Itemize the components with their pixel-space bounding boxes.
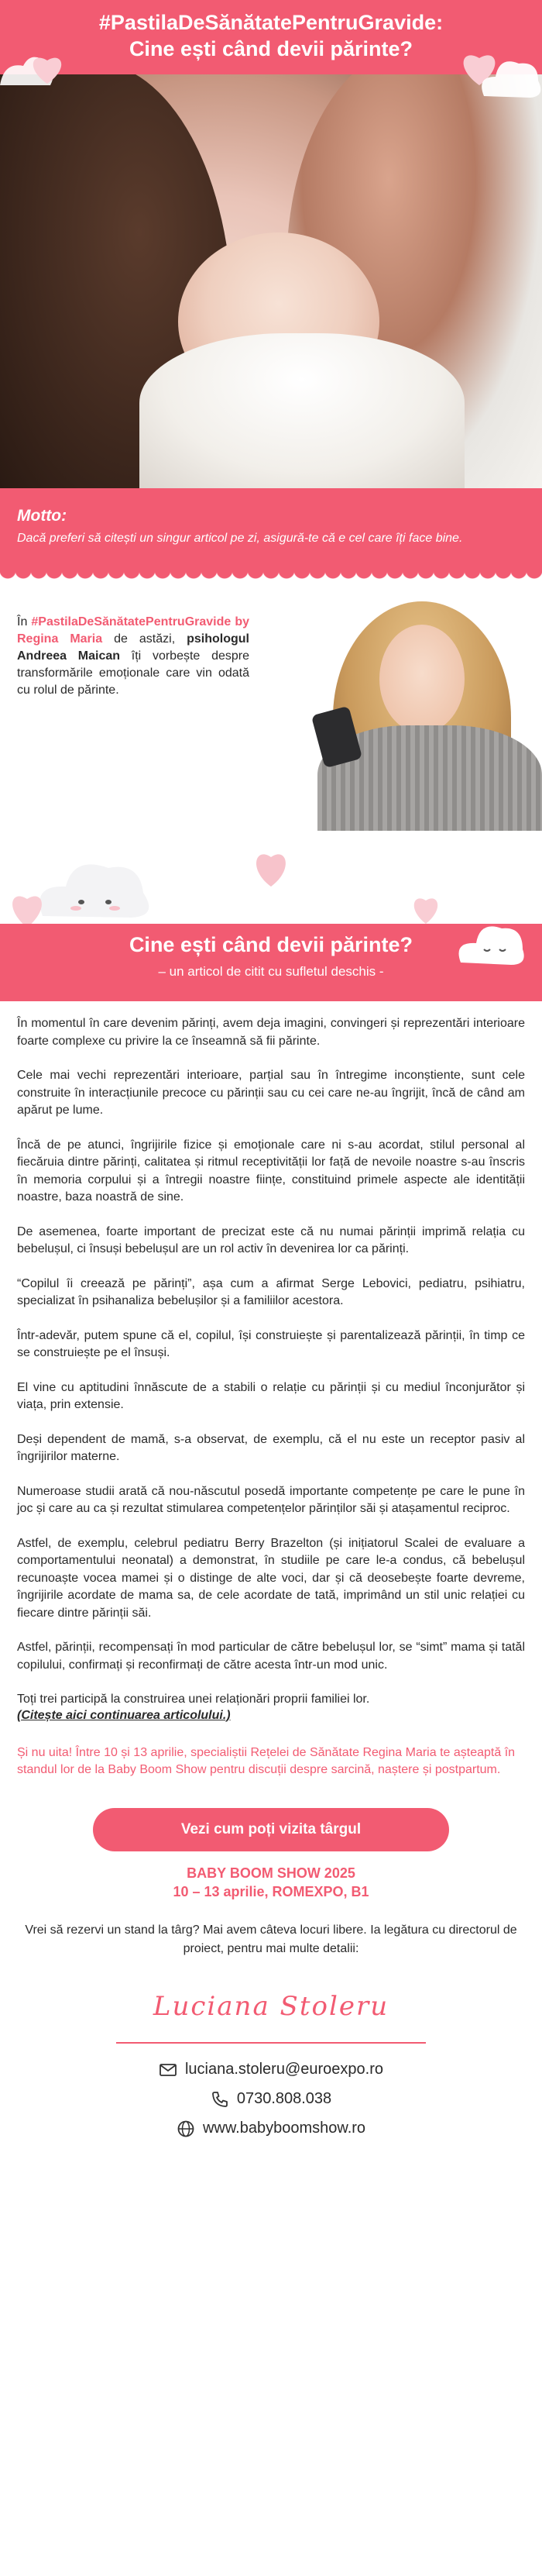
phone-link[interactable]: 0730.808.038 xyxy=(236,2090,332,2107)
motto-block xyxy=(0,488,542,570)
article-paragraph: Toți trei participă la construirea unei relaționări proprii familiei lor. xyxy=(17,1693,370,1706)
article-body xyxy=(0,1001,542,1803)
article-paragraph: “Copilul îi creează pe părinți”, așa cum a afirmat Serge Lebovici, pediatru, psihiatru, specializat în psihanaliza bebelușilor și a familiilor acestora. xyxy=(17,1276,525,1307)
heart-icon xyxy=(256,854,286,887)
scallop-divider xyxy=(0,570,542,583)
article-paragraph: Deși dependent de mamă, s-a observat, de exemplu, că el nu este un receptor pasiv al îngrijirilor materne. xyxy=(17,1432,525,1463)
cloud-icon xyxy=(476,50,542,104)
intro-middle: de astăzi, xyxy=(102,632,187,646)
visit-fair-button[interactable]: Vezi cum poți vizita târgul xyxy=(93,1808,449,1851)
article-paragraph: De asemenea, foarte important de precizat este că nu numai părinții imprimă relația cu bebelușul, ci însuși bebelușul are un rol activ în devenirea lor ca părinți. xyxy=(17,1224,525,1255)
intro-text xyxy=(17,614,249,699)
heart-icon xyxy=(29,51,65,85)
heart-icon xyxy=(12,896,42,924)
article-paragraph: El vine cu aptitudini înnăscute de a stabili o relație cu părinții și cu mediul înconjurător și viața, prin extensie. xyxy=(17,1380,525,1411)
intro-prefix: În xyxy=(17,615,32,629)
article-paragraph: Astfel, părinții, recompensați în mod particular de către bebelușul lor, se “simt” mama și tatăl copilului, confirmați și reconfirmați de către acesta într-un mod unic. xyxy=(17,1641,525,1672)
website-link[interactable]: www.babyboomshow.ro xyxy=(202,2120,366,2137)
phone-row[interactable] xyxy=(0,2090,542,2109)
hashtag-title: #PastilaDeSănătatePentruGravide: xyxy=(98,11,444,34)
article-paragraph: Numeroase studii arată că nou-născutul posedă importante competențe pe care le pune în joc și care au ca și rezultat stimularea competențelor părinților săi și atașamentul reciproc. xyxy=(17,1484,525,1515)
section-subtitle: – un articol de citit cu sufletul deschis - xyxy=(158,964,384,979)
read-more-link[interactable]: (Citește aici continuarea articolului.) xyxy=(17,1708,231,1722)
intro-block xyxy=(0,583,542,831)
mail-icon xyxy=(159,2061,177,2079)
article-paragraph: Cele mai vechi reprezentări interioare, parțial sau în întregime inconștiente, sunt cele construite în interacțiunile precoce cu părinții sau cu cei care ne-au îngrijit, încă de când am apărut pe lume. xyxy=(17,1069,525,1117)
contact-intro-text: Vrei să rezervi un stand la târg? Mai avem câteva locuri libere. Ia legătura cu directorul de proiect, pentru mai multe detalii: xyxy=(25,1923,517,1955)
clouds-decoration xyxy=(0,831,542,924)
header-hero xyxy=(0,0,542,488)
article-paragraph: Astfel, de exemplu, celebrul pediatru Berry Brazelton (și inițiatorul Scalei de evaluare a comportamentului neonatal) a demonstrat, în studiile pe care le-a condus, că bebelușul recunoaște vocea mamei și o distinge de alte voci, dar și că deosebește foarte devreme, îngrijirile acordate de mama sa, de cele acordate de tată, imprimând un stil unic relației cu fiecare dintre părinții săi. xyxy=(17,1536,525,1620)
article-paragraph: În momentul în care devenim părinți, avem deja imagini, convingeri și reprezentări interioare foarte complexe cu privire la ce înseamnă să fii părinte. xyxy=(17,1017,525,1048)
fair-name: BABY BOOM SHOW 2025 xyxy=(187,1865,355,1881)
intro-hashtag: #PastilaDeSănătatePentruGravide xyxy=(31,615,232,629)
intro-by: by xyxy=(231,615,249,629)
contacts-block xyxy=(0,2044,542,2180)
section-title: Cine ești când devii părinte? xyxy=(129,933,413,956)
email-row[interactable] xyxy=(0,2061,542,2079)
signature: Luciana Stoleru xyxy=(153,1990,389,2022)
website-row[interactable] xyxy=(0,2120,542,2138)
motto-text: Dacă preferi să citești un singur articol pe zi, asigură-te că e cel care îți face bine. xyxy=(17,532,463,545)
section-header xyxy=(0,831,542,1001)
article-paragraph: Într-adevăr, putem spune că el, copilul, își construiește și parentalizează părinții, în timp ce se construiește pe el însuși. xyxy=(17,1328,525,1359)
fair-date: 10 – 13 aprilie, ROMEXPO, B1 xyxy=(173,1883,369,1899)
signature-block xyxy=(116,1974,426,2044)
phone-icon xyxy=(211,2090,229,2109)
event-note: Și nu uita! Între 10 și 13 aprilie, specialiștii Rețelei de Sănătate Regina Maria te așteaptă în standul lor de la Baby Boom Show pentru discuții despre sarcină, naștere și postpartum. xyxy=(17,1745,516,1776)
email-link[interactable]: luciana.stoleru@euroexpo.ro xyxy=(184,2061,383,2078)
header-subtitle: Cine ești când devii părinte? xyxy=(129,37,413,60)
heart-icon xyxy=(414,898,437,924)
motto-title: Motto: xyxy=(17,507,67,525)
cloud-icon xyxy=(39,864,149,918)
globe-icon xyxy=(177,2120,195,2138)
article-paragraph: Încă de pe atunci, îngrijirile fizice și emoționale care ni s-au acordat, stilul personal al fiecăruia dintre părinți, calitatea și ritmul receptivității lor față de nevoile noastre s-au înscris în memoria corpului și a întregii noastre ființe, constituind primele aspecte ale identității noastre, baza noastră de sine. xyxy=(17,1138,525,1204)
woman-photo xyxy=(286,594,542,831)
intro-brand: Regina Maria xyxy=(17,632,103,646)
cta-wrap xyxy=(0,1803,542,1864)
intro-author: psihologul Andreea Maican xyxy=(17,632,249,663)
intro-suffix: îți vorbește despre transformările emoționale care vin odată cu rolul de părinte. xyxy=(17,649,249,697)
